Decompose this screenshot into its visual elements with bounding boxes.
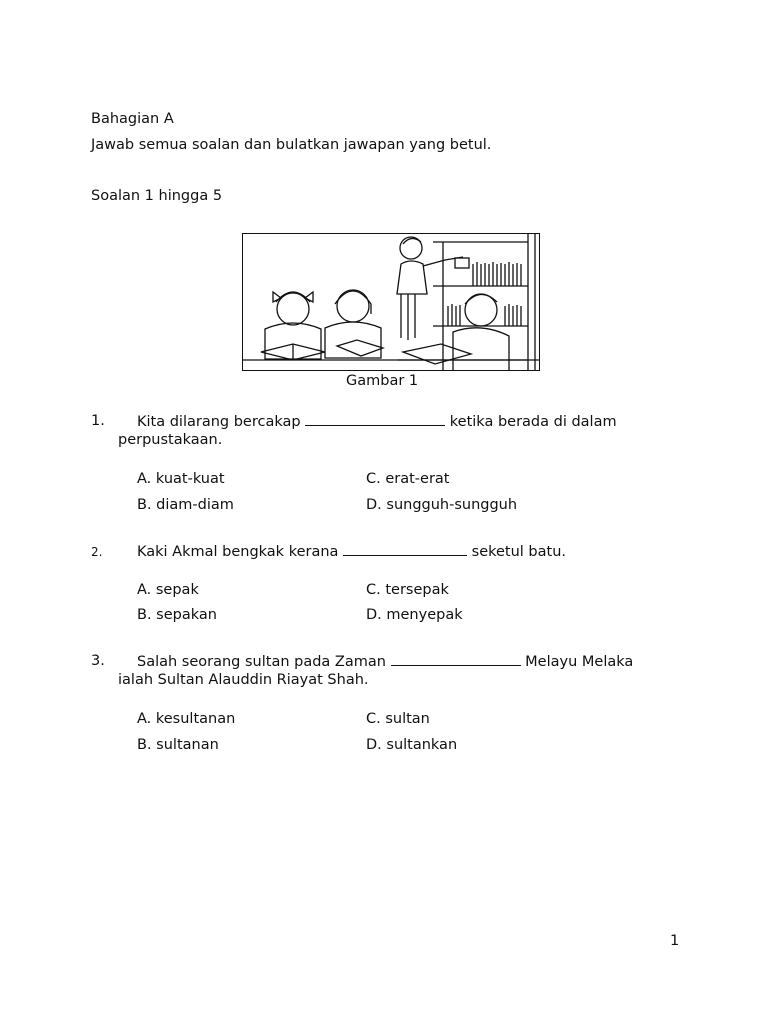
instruction-text: Jawab semua soalan dan bulatkan jawapan yang betul. [91, 137, 492, 153]
question-1-line2: perpustakaan. [118, 432, 223, 448]
answer-blank-3 [391, 653, 521, 666]
q3-option-d[interactable]: D. sultankan [366, 737, 458, 753]
question-3-text-before: Salah seorang sultan pada Zaman [137, 654, 386, 670]
q1-option-d[interactable]: D. sungguh-sungguh [366, 497, 518, 513]
question-2-text-before: Kaki Akmal bengkak kerana [137, 544, 339, 560]
q1-option-a[interactable]: A. kuat-kuat [137, 471, 225, 487]
q3-option-c[interactable]: C. sultan [366, 711, 430, 727]
question-1-text-before: Kita dilarang bercakap [137, 414, 301, 430]
q2-option-d[interactable]: D. menyepak [366, 607, 463, 623]
page-number: 1 [670, 933, 680, 949]
section-title: Bahagian A [91, 111, 174, 127]
q2-option-c[interactable]: C. tersepak [366, 582, 449, 598]
question-3-line2: ialah Sultan Alauddin Riayat Shah. [118, 672, 369, 688]
question-1-text [137, 413, 617, 430]
q3-option-b[interactable]: B. sultanan [137, 737, 219, 753]
library-illustration [242, 233, 540, 371]
q3-option-a[interactable]: A. kesultanan [137, 711, 236, 727]
question-2-text-after: seketul batu. [471, 544, 567, 560]
answer-blank-2 [343, 543, 467, 556]
answer-blank-1 [305, 413, 445, 426]
q2-option-a[interactable]: A. sepak [137, 582, 199, 598]
question-2-text [137, 543, 566, 560]
question-1-text-after: ketika berada di dalam [449, 414, 617, 430]
figure-caption: Gambar 1 [346, 373, 419, 389]
question-1-number: 1. [91, 413, 105, 429]
q1-option-c[interactable]: C. erat-erat [366, 471, 450, 487]
question-3-text [137, 653, 633, 670]
question-3-number: 3. [91, 653, 105, 669]
library-children-illustration [243, 234, 540, 371]
q2-option-b[interactable]: B. sepakan [137, 607, 217, 623]
question-3-text-after: Melayu Melaka [525, 654, 634, 670]
q1-option-b[interactable]: B. diam-diam [137, 497, 234, 513]
question-2-number: 2. [91, 545, 103, 559]
question-range: Soalan 1 hingga 5 [91, 188, 223, 204]
